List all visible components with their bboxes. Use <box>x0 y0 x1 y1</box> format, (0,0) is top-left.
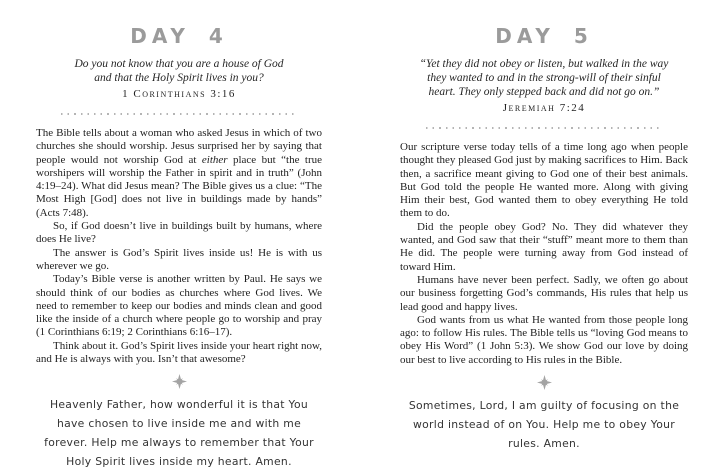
body-paragraph: God wants from us what He wanted from those people long ago: to follow His rules. The Bible tells us “loving God means to obey His Word” (1 John 5:3). We show God our love by doing our best to live according to His rules in the Bible. <box>400 313 688 366</box>
body-paragraph: So, if God doesn’t live in buildings built by humans, where does He live? <box>36 220 322 246</box>
verse-reference: Jeremiah 7:24 <box>502 102 586 114</box>
page-day-5 <box>360 0 720 468</box>
body-paragraph: The Bible tells about a woman who asked Jesus in which of two churches she should worship. Jesus surprised her by saying that people would not worship God at either place but “the true worshipers will worship the Father in spirit and in truth” (John 4:19–24). What did Jesus mean? The Bible gives us a clue: “The Most High [God] does not live in buildings made by hands” (Acts 7:48). <box>36 127 323 219</box>
day-title: DAY 5 <box>495 24 593 48</box>
dotted-divider <box>61 113 297 115</box>
body-paragraph: The answer is God’s Spirit lives inside us! He is with us wherever we go. <box>36 246 322 272</box>
verse-line: heart. They only stepped back and did not go on.” <box>428 86 660 98</box>
day-title: DAY 4 <box>130 24 228 48</box>
devotional-body <box>400 141 688 367</box>
verse-line: they wanted to and in the strong-will of their sinful <box>427 72 661 84</box>
prayer-text: Heavenly Father, how wonderful it is that You have chosen to live inside me and with me forever. Help me always to remember that Your Holy Spirit lives inside my heart. Amen. <box>44 398 314 468</box>
dotted-divider <box>426 127 662 129</box>
body-paragraph: Did the people obey God? No. They did whatever they wanted, and God saw that their “stuff” meant more to them than He did. The people were turning away from God instead of toward Him. <box>400 220 688 273</box>
verse-reference: 1 Corinthians 3:16 <box>122 88 236 100</box>
body-paragraph: Think about it. God’s Spirit lives inside your heart right now, and He is always with you. Isn’t that awesome? <box>36 339 322 366</box>
devotional-body <box>36 127 322 366</box>
star-ornament-icon <box>172 374 187 389</box>
prayer-text: Sometimes, Lord, I am guilty of focusing on the world instead of on You. Help me to obey Your rules. Amen. <box>408 399 680 451</box>
body-paragraph: Today’s Bible verse is another written by Paul. He says we should think of our bodies as churches where God lives. We need to remember to keep our bodies and minds clean and good like the inside of a church where people go to worship and pray (1 Corinthians 6:19; 2 Corinthians 6:16–17). <box>36 273 322 339</box>
verse-line: “Yet they did not obey or listen, but walked in the way <box>419 58 669 70</box>
body-paragraph: Our scripture verse today tells of a time long ago when people thought they pleased God just by making sacrifices to Him. Back then, a sacrifice meant giving to God one of their best animals. But God told the people He wanted more. Along with giving Him their best, God wanted them to obey everything He told them to do. <box>400 141 688 220</box>
body-paragraph: Humans have never been perfect. Sadly, we often go about our business forgetting God’s commands, His rules that help us lead good and happy lives. <box>400 273 688 313</box>
verse-line: Do you not know that you are a house of God <box>74 58 284 70</box>
verse-quote <box>400 57 688 99</box>
verse-quote <box>36 57 322 85</box>
verse-line: and that the Holy Spirit lives in you? <box>94 72 264 84</box>
star-ornament-icon <box>537 375 552 390</box>
